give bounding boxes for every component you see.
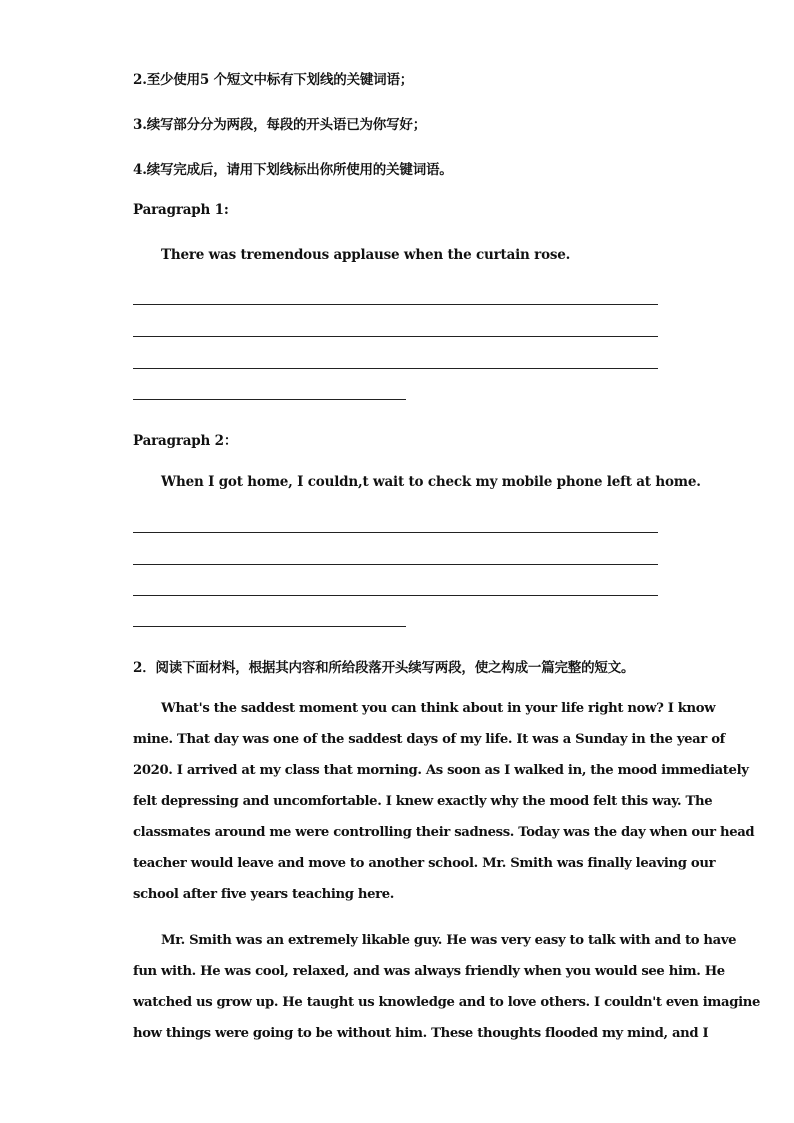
passage-line: fun with. He was cool, relaxed, and was always friendly when you would see him. He [133,964,725,979]
passage-line: mine. That day was one of the saddest days of my life. It was a Sunday in the year of [133,732,725,747]
writing-line[interactable] [133,532,658,533]
passage-line: school after five years teaching here. [133,887,395,902]
passage-line: What's the saddest moment you can think about in your life right now? I know [161,701,716,716]
passage-line: watched us grow up. He taught us knowledge and to love others. I couldn't even imagine [133,995,761,1010]
paragraph-1-label: Paragraph 1: [133,202,229,218]
question-2-prompt: 2．阅读下面材料，根据其内容和所给段落开头续写两段，使之构成一篇完整的短文。 [133,660,635,676]
instruction-2: 2.至少使用5 个短文中标有下划线的关键词语； [133,72,414,88]
paragraph-1-opening: There was tremendous applause when the curtain rose. [161,247,571,263]
writing-line[interactable] [133,304,658,305]
paragraph-2-label: Paragraph 2： [133,433,238,449]
passage-line: 2020. I arrived at my class that morning. As soon as I walked in, the mood immediately [133,763,749,778]
passage-line: teacher would leave and move to another school. Mr. Smith was finally leaving our [133,856,716,871]
passage-line: Mr. Smith was an extremely likable guy. He was very easy to talk with and to have [161,933,737,948]
writing-line[interactable] [133,399,406,400]
passage-line: how things were going to be without him. These thoughts flooded my mind, and I [133,1026,709,1041]
passage-line: classmates around me were controlling their sadness. Today was the day when our head [133,825,755,840]
writing-line[interactable] [133,564,658,565]
writing-line[interactable] [133,336,658,337]
passage-line: felt depressing and uncomfortable. I knew exactly why the mood felt this way. The [133,794,713,809]
paragraph-2-opening: When I got home, I couldn,t wait to check my mobile phone left at home. [161,474,701,490]
writing-line[interactable] [133,368,658,369]
writing-line[interactable] [133,626,406,627]
instruction-4: 4.续写完成后，请用下划线标出你所使用的关键词语。 [133,162,453,178]
instruction-3: 3.续写部分分为两段，每段的开头语已为你写好； [133,117,426,133]
writing-line[interactable] [133,595,658,596]
